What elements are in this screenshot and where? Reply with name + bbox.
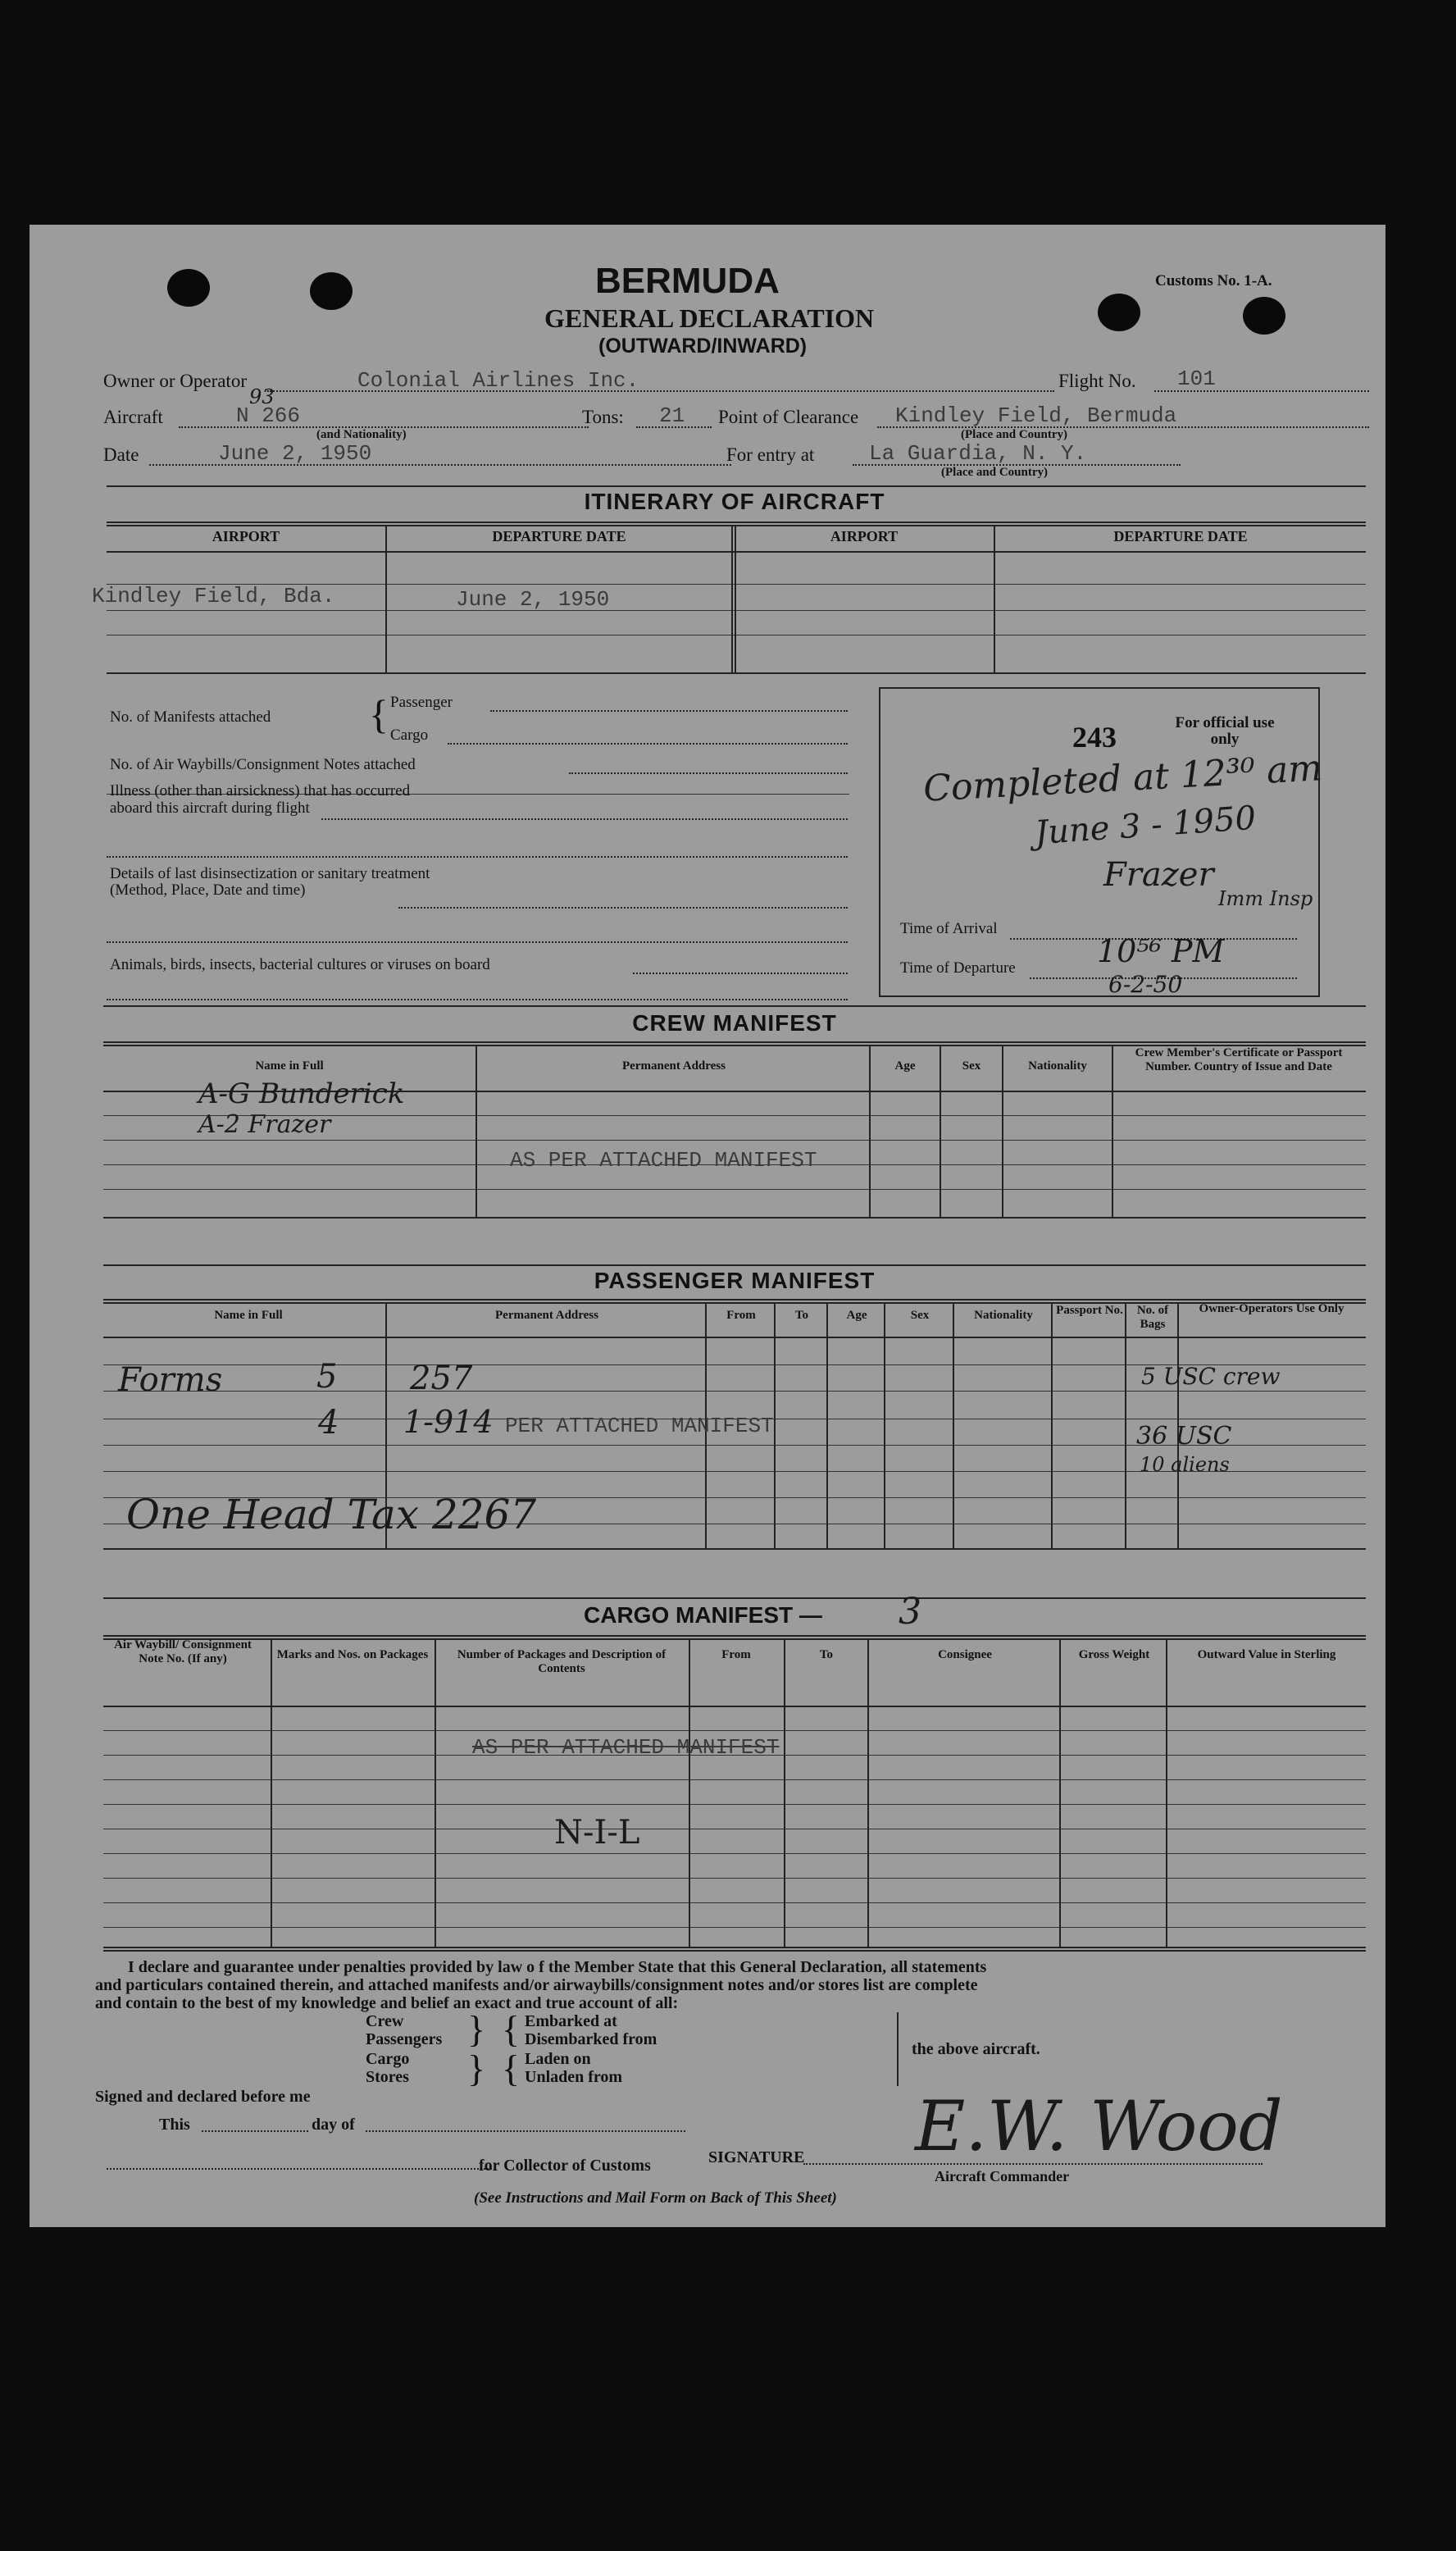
itinerary-date-value: June 2, 1950 xyxy=(456,587,610,612)
owner-label: Owner or Operator xyxy=(103,371,247,391)
cargo-hand-count: 3 xyxy=(899,1591,921,1633)
passenger-col-sex: Sex xyxy=(910,1309,930,1322)
entry-label: For entry at xyxy=(726,444,815,465)
arrival-label: Time of Arrival xyxy=(900,920,998,937)
passenger-hand-bags-2: 36 USC xyxy=(1136,1422,1232,1451)
declaration-text-1: I declare and guarantee under penalties provided by law o f the Member State that this General Declaration, all statements xyxy=(128,1958,987,1976)
form-subtitle-2: (OUTWARD/INWARD) xyxy=(598,335,808,358)
itinerary-col-departure-2: DEPARTURE DATE xyxy=(1113,528,1248,544)
flight-label: Flight No. xyxy=(1058,371,1136,391)
itinerary-airport-value: Kindley Field, Bda. xyxy=(92,584,335,608)
cargo-col-consignee: Consignee xyxy=(938,1648,992,1661)
passenger-stamp: PER ATTACHED MANIFEST xyxy=(505,1414,774,1438)
aircraft-label: Aircraft xyxy=(103,407,163,427)
cargo-col-marks: Marks and Nos. on Packages xyxy=(276,1648,429,1661)
declaration-text-3: and contain to the best of my knowledge and belief an exact and true account of all: xyxy=(95,1994,679,2012)
declaration-commander: Aircraft Commander xyxy=(935,2168,1070,2184)
passenger-col-bags: No. of Bags xyxy=(1136,1304,1169,1331)
commander-signature: E.W. Wood xyxy=(915,2086,1283,2166)
declaration-stores: Stores xyxy=(366,2068,409,2086)
declaration-cargo: Cargo xyxy=(366,2050,410,2068)
declaration-crew: Crew xyxy=(366,2012,404,2030)
declaration-collector: for Collector of Customs xyxy=(479,2157,651,2175)
punch-hole xyxy=(310,272,353,310)
crew-hand-row-2: A-2 Frazer xyxy=(198,1110,331,1139)
cargo-hand-nil: N-I-L xyxy=(554,1814,640,1852)
aircraft-hand: 93 xyxy=(249,385,275,408)
crew-col-certificate: Crew Member's Certificate or Passport Number. Country of Issue and Date xyxy=(1135,1046,1343,1073)
crew-col-nationality: Nationality xyxy=(1028,1059,1087,1073)
itinerary-col-airport: AIRPORT xyxy=(212,528,280,544)
form-number: Customs No. 1-A. xyxy=(1155,272,1272,289)
crew-col-name: Name in Full xyxy=(255,1059,324,1073)
declaration-laden: Laden on xyxy=(525,2050,591,2068)
illness-label: Illness (other than airsickness) that has occurred aboard this aircraft during flight xyxy=(110,782,411,817)
form-title: BERMUDA xyxy=(595,261,780,301)
crew-col-sex: Sex xyxy=(962,1059,981,1073)
official-hand-date: June 3 - 1950 xyxy=(1033,799,1258,853)
flight-value: 101 xyxy=(1177,367,1216,391)
punch-hole xyxy=(167,269,210,307)
passenger-title: PASSENGER MANIFEST xyxy=(594,1268,876,1293)
departure-value: 10⁵⁶ PM xyxy=(1097,933,1225,969)
cargo-col-to: To xyxy=(819,1648,834,1661)
passenger-hand-5: 5 xyxy=(316,1358,338,1396)
passenger-col-name: Name in Full xyxy=(214,1309,283,1322)
declaration-signature-label: SIGNATURE xyxy=(708,2148,805,2166)
passenger-hand-1914: 1-914 xyxy=(403,1404,494,1440)
official-hand-officer: Frazer xyxy=(1103,856,1214,894)
cargo-col-value: Outward Value in Sterling xyxy=(1197,1648,1336,1661)
crew-stamp: AS PER ATTACHED MANIFEST xyxy=(510,1148,817,1173)
declaration-passengers: Passengers xyxy=(366,2030,443,2048)
passenger-hand-4: 4 xyxy=(318,1404,339,1442)
clearance-value: Kindley Field, Bermuda xyxy=(895,403,1177,428)
passenger-col-address: Permanent Address xyxy=(495,1309,598,1322)
manifests-passenger: Passenger xyxy=(390,694,453,711)
declaration-text-2: and particulars contained therein, and attached manifests and/or airwaybills/consignment notes and/or stores list are complete xyxy=(95,1976,978,1994)
official-hand-title: Imm Insp xyxy=(1218,887,1313,910)
clearance-label: Point of Clearance xyxy=(718,407,859,427)
passenger-hand-headtax: One Head Tax 2267 xyxy=(126,1491,537,1538)
declaration-above: the above aircraft. xyxy=(912,2040,1040,2058)
crew-hand-row-1: A-G Bunderick xyxy=(198,1077,405,1110)
cargo-col-waybill: Air Waybill/ Consignment Note No. (If any) xyxy=(114,1638,252,1665)
crew-title: CREW MANIFEST xyxy=(632,1010,837,1036)
tons-label: Tons: xyxy=(582,407,624,427)
passenger-hand-forms: Forms xyxy=(118,1361,223,1399)
declaration-form: BERMUDA GENERAL DECLARATION (OUTWARD/INWARD) Customs No. 1-A. Owner or Operator Colonial Airlines Inc. Flight No. 101 Aircraft N 266 93 (and Nationality) Tons: 21 Point of Clearance Kindley Field, Bermuda (Place and Country) Date June 2, 1950 For entry at La Guardia, N. Y. (Place and Country) ITINERARY OF AIRCRAFT AIRPORT DEPARTURE DATE AIRPORT DEPARTURE DATE Kindley Field, Bda. June 2, 1950 No. of Manifests attached { Passenger Cargo No. of Air Waybills/Consignment Notes attached Illness (other than airsickness) that has occurred aboard this aircraft during flight Details of last disinsectization or sanitary treatment (Method, Place, Date and time) Animals, birds, insects, bacterial cultures or viruses on board 243 For official use only Completed at 12³⁰ am June 3 - 1950 Frazer Imm Insp Time of Arrival Time of Departure 10⁵⁶ PM 6-2-50 CREW MANIFEST Name in Full Permanent Address Age Sex Nationality Crew Member's Certificate or Passport Number. Country of Issue and Date A-G Bunderick A-2 Frazer AS PER ATTACHED MANIFEST PASSENGER MANIFEST Name in Full Permanent Address From To Age Sex Nationality Passport No. No. of Bags Owner-Operators Use Only Forms 5 4 257 1-914 PER ATTACHED MANIFEST 5 USC crew 36 USC 10 aliens One Head Tax 2267 CARGO MANIFEST — 3 Air Waybill/ Consignment Note No. (If any) Marks and Nos. on Packages Number of Packages and Description of Contents From To Consignee Gross Weight Outward Value in Sterling AS PER ATTACHED MANIFEST N-I-L I declare and guarantee under penalties provided by law o f the Member State that this General Declaration, all statements and particulars contained therein, and attached manifests and/or airwaybills/consignment notes and/or stores list are complete and contain to the best of my knowledge and belief an exact and true account of all: Crew Passengers Cargo Stores } } { { Embarked at Disembarked from Laden on Unladen from the above aircraft. Signed and declared before me This day of for Collector of Customs SIGNATURE E.W. Wood Aircraft Commander (See Instructions and Mail Form on Back of This Sheet) xyxy=(30,225,1385,2227)
place-country-note-2: (Place and Country) xyxy=(941,466,1048,479)
passenger-col-owner: Owner-Operators Use Only xyxy=(1199,1302,1345,1315)
departure-date: 6-2-50 xyxy=(1108,971,1183,998)
official-use-label: For official use only xyxy=(1175,714,1275,748)
cargo-stamp: AS PER ATTACHED MANIFEST xyxy=(472,1735,780,1760)
punch-hole xyxy=(1243,297,1285,335)
official-number: 243 xyxy=(1072,721,1117,754)
crew-col-address: Permanent Address xyxy=(622,1059,726,1073)
aircraft-value: N 266 xyxy=(236,403,301,428)
passenger-col-to: To xyxy=(794,1309,809,1322)
declaration-disembarked: Disembarked from xyxy=(525,2030,657,2048)
crew-col-age: Age xyxy=(894,1059,916,1073)
passenger-hand-257: 257 xyxy=(410,1360,473,1397)
departure-label: Time of Departure xyxy=(900,959,1016,977)
entry-value: La Guardia, N. Y. xyxy=(869,441,1087,466)
passenger-hand-bags-3: 10 aliens xyxy=(1140,1453,1230,1476)
itinerary-col-airport-2: AIRPORT xyxy=(830,528,899,544)
declaration-embarked: Embarked at xyxy=(525,2012,617,2030)
itinerary-col-departure: DEPARTURE DATE xyxy=(492,528,626,544)
passenger-col-nationality: Nationality xyxy=(974,1309,1033,1322)
date-value: June 2, 1950 xyxy=(218,441,372,466)
tons-value: 21 xyxy=(659,403,685,428)
passenger-col-age: Age xyxy=(846,1309,867,1322)
declaration-signed: Signed and declared before me xyxy=(95,2088,311,2106)
official-hand-completed: Completed at 12³⁰ am xyxy=(921,747,1324,810)
manifests-label: No. of Manifests attached xyxy=(110,708,271,726)
declaration-unladen: Unladen from xyxy=(525,2068,623,2086)
cargo-col-from: From xyxy=(721,1648,751,1661)
itinerary-title: ITINERARY OF AIRCRAFT xyxy=(584,489,885,514)
waybills-label: No. of Air Waybills/Consignment Notes attached xyxy=(110,756,416,773)
passenger-col-from: From xyxy=(726,1309,756,1322)
date-label: Date xyxy=(103,444,139,465)
cargo-col-gross: Gross Weight xyxy=(1078,1648,1150,1661)
declaration-footer: (See Instructions and Mail Form on Back of This Sheet) xyxy=(474,2189,837,2207)
cargo-title: CARGO MANIFEST — xyxy=(584,1602,822,1628)
passenger-hand-bags-1: 5 USC crew xyxy=(1141,1363,1281,1390)
punch-hole xyxy=(1098,294,1140,331)
declaration-day-of: day of xyxy=(312,2116,355,2134)
cargo-col-number: Number of Packages and Description of Contents xyxy=(457,1648,667,1675)
passenger-col-passport: Passport No. xyxy=(1056,1304,1123,1317)
form-subtitle: GENERAL DECLARATION xyxy=(544,303,875,333)
owner-value: Colonial Airlines Inc. xyxy=(357,368,639,393)
nationality-note: (and Nationality) xyxy=(316,428,407,441)
manifests-cargo: Cargo xyxy=(390,727,429,744)
disinsect-label: Details of last disinsectization or sanitary treatment (Method, Place, Date and time) xyxy=(110,865,430,899)
declaration-this: This xyxy=(159,2116,190,2134)
place-country-note: (Place and Country) xyxy=(961,428,1067,441)
animals-label: Animals, birds, insects, bacterial cultures or viruses on board xyxy=(110,956,490,973)
